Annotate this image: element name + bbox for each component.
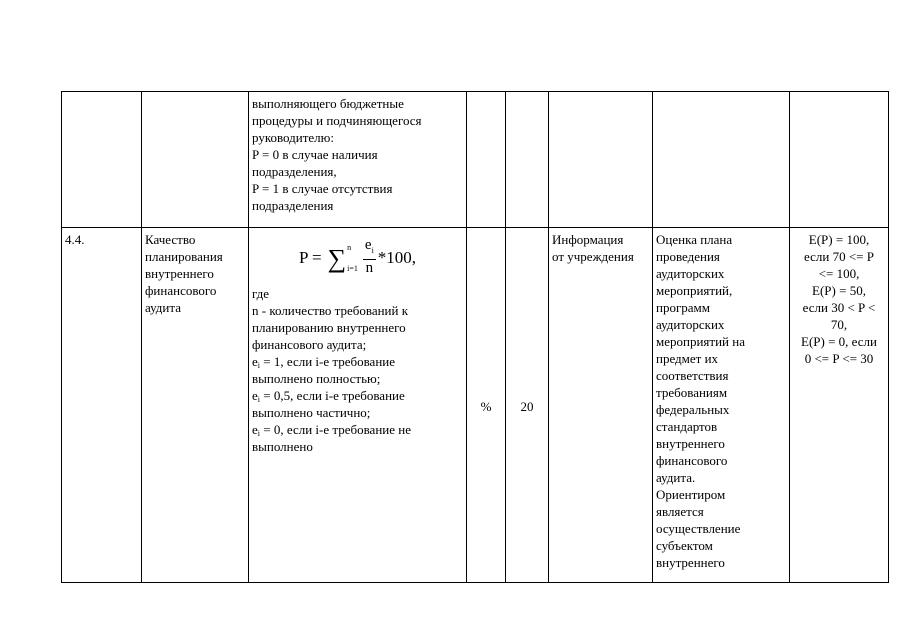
condition-line: $e_i = 0,5$, если i-е требование: [252, 388, 405, 404]
sum-upper-limit: n: [347, 243, 352, 252]
where-line: планированию внутреннего: [252, 320, 406, 335]
fraction-numerator: $e_i$: [363, 237, 376, 260]
comment-line: аудита.: [656, 470, 696, 485]
where-line: финансового аудита;: [252, 337, 367, 352]
indicator-number: 4.4.: [65, 232, 85, 247]
score-line: <= 100,: [818, 266, 860, 281]
weight-value: 20: [520, 399, 534, 414]
comment-line: программ: [656, 300, 711, 315]
cell-formula: [249, 228, 467, 583]
indicator-name-line: аудита: [145, 300, 181, 315]
fraction-denominator: n: [365, 260, 374, 276]
formula-text-line: P = 1 в случае отсутствия: [252, 181, 393, 196]
comment-line: внутреннего: [656, 436, 725, 451]
condition-line: выполнено частично;: [252, 405, 371, 420]
cell-name-empty: [142, 92, 249, 228]
formula-text-line: выполняющего бюджетные: [252, 96, 404, 111]
condition-line: $e_i = 1$, если i-е требование: [252, 354, 396, 370]
formula-text-line: подразделения: [252, 198, 334, 213]
source-line: Информация: [552, 232, 624, 247]
indicator-table-page: [61, 91, 888, 582]
comment-line: является: [656, 504, 704, 519]
comment-line: субъектом: [656, 538, 713, 553]
score-line: E(P) = 100,: [808, 232, 870, 247]
comment-line: стандартов: [656, 419, 718, 434]
comment-line: Ориентиром: [656, 487, 726, 502]
cell-number: [62, 228, 142, 583]
score-line: если 30 < P <: [802, 300, 876, 315]
indicator-name-line: внутреннего: [145, 266, 214, 281]
cell-weight-empty: [506, 92, 549, 228]
cell-comment-empty: [653, 92, 790, 228]
comment-line: финансового: [656, 453, 728, 468]
source-line: от учреждения: [552, 249, 634, 264]
comment-line: проведения: [656, 249, 720, 264]
indicator-name-line: планирования: [145, 249, 223, 264]
formula-lhs: P =: [298, 247, 322, 267]
cell-number-empty: [62, 92, 142, 228]
formula-text-line: подразделения,: [252, 164, 337, 179]
comment-line: аудиторских: [656, 317, 725, 332]
formula-tail: *100,: [377, 247, 417, 267]
cell-weight: [506, 228, 549, 583]
cell-score: [790, 228, 889, 583]
sum-lower-limit: i=1: [347, 264, 358, 273]
indicator-name-line: финансового: [145, 283, 217, 298]
comment-line: предмет их: [656, 351, 719, 366]
comment-line: Оценка плана: [656, 232, 733, 247]
formula-text-line: процедуры и подчиняющегося: [252, 113, 422, 128]
condition-line: выполнено: [252, 439, 313, 454]
indicator-table: [61, 91, 889, 583]
cell-source: [549, 228, 653, 583]
sum-limits: [347, 243, 358, 273]
indicator-name-line: Качество: [145, 232, 196, 247]
formula-text-line: P = 0 в случае наличия: [252, 147, 378, 162]
comment-line: соответствия: [656, 368, 729, 383]
formula: [252, 231, 463, 283]
condition-line: $e_i = 0$, если i-е требование не: [252, 422, 411, 438]
where-line: n - количество требований к: [252, 303, 409, 318]
sum-symbol: ∑: [327, 243, 347, 273]
score-line: 0 <= P <= 30: [804, 351, 874, 366]
comment-line: внутреннего: [656, 555, 725, 570]
score-line: E(P) = 50,: [812, 283, 866, 298]
cell-source-empty: [549, 92, 653, 228]
score-line: 70,: [830, 317, 848, 332]
condition-line: выполнено полностью;: [252, 371, 381, 386]
comment-line: мероприятий,: [656, 283, 733, 298]
where-line: где: [252, 286, 270, 301]
score-line: если 70 <= P: [804, 249, 874, 264]
cell-formula-continuation: [249, 92, 467, 228]
comment-line: осуществление: [656, 521, 741, 536]
cell-unit-empty: [467, 92, 506, 228]
comment-line: мероприятий на: [656, 334, 745, 349]
comment-line: федеральных: [656, 402, 730, 417]
table-row-4-4: [62, 228, 889, 583]
cell-name: [142, 228, 249, 583]
formula-text-line: руководителю:: [252, 130, 334, 145]
cell-unit: [467, 228, 506, 583]
unit-value: %: [480, 399, 492, 414]
comment-line: аудиторских: [656, 266, 725, 281]
comment-line: требованиям: [656, 385, 728, 400]
table-row-continuation: [62, 92, 889, 228]
cell-score-empty: [790, 92, 889, 228]
cell-comment: [653, 228, 790, 583]
formula-fraction: [363, 237, 376, 277]
score-line: E(P) = 0, если: [801, 334, 877, 349]
